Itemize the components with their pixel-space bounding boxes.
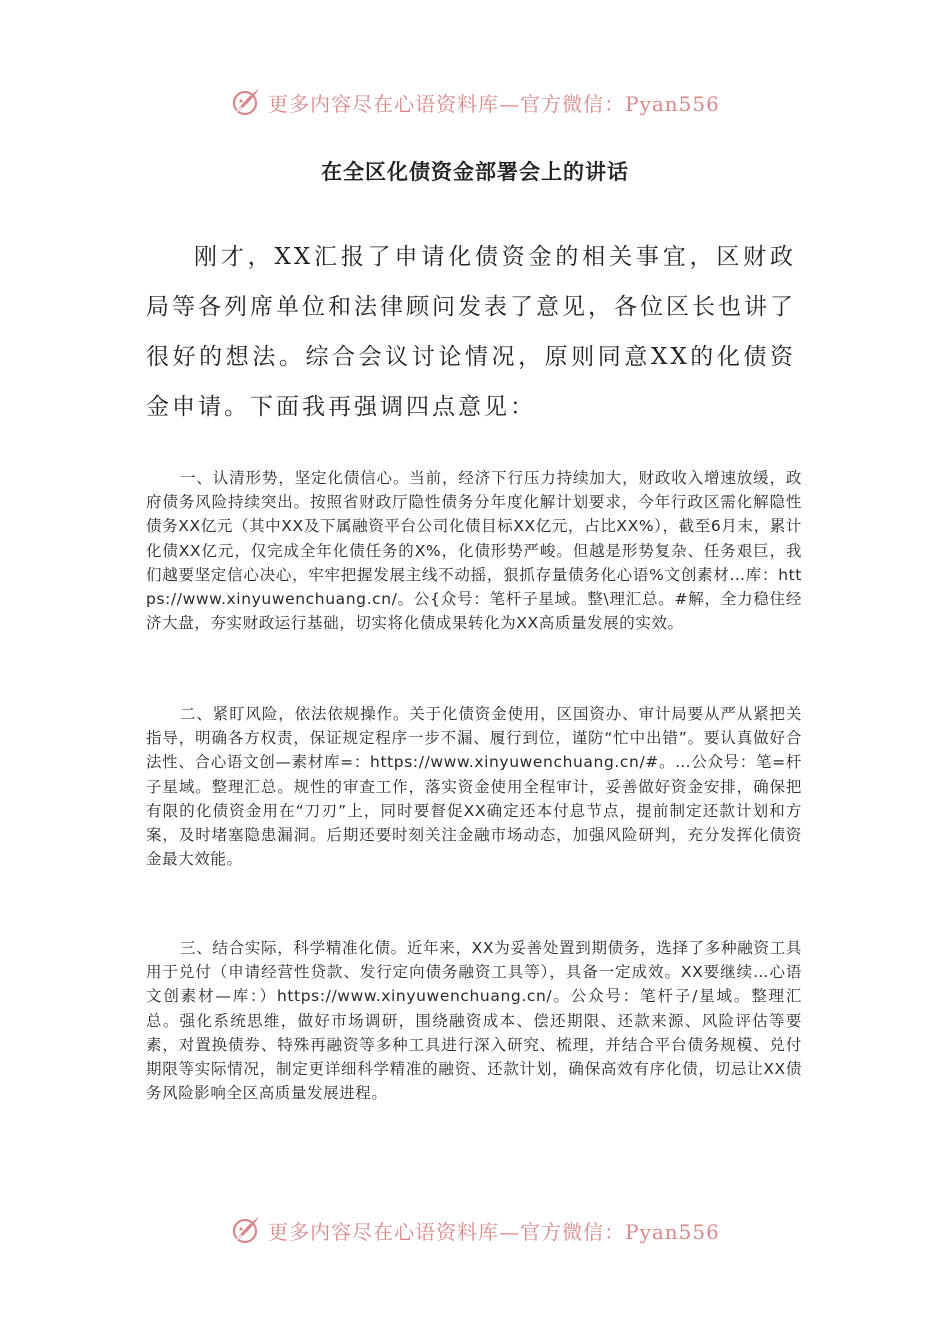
body-paragraph-1: 一、认清形势，坚定化债信心。当前，经济下行压力持续加大，财政收入增速放缓，政府债务风险持续突出。按照省财政厅隐性债务分年度化解计划要求，今年行政区需化解隐性债务XX亿元（其中XX及下属融资平台公司化债目标XX亿元，占比XX%），截至6月末，累计化债XX亿元，仅完成全年化债任务的X%，化债形势严峻。但越是形势复杂、任务艰巨，我们越要坚定信心决心，牢牢把握发展主线不动摇，狠抓存量债务化心语%文创素材…库：https://www.xinyuwenchuang.cn/。公{众号：笔杆子星域。整\理汇总。#解，全力稳住经济大盘，夯实财政运行基础，切实将化债成果转化为XX高质量发展的实效。 [146, 469, 802, 633]
footer-watermark [0, 1210, 950, 1250]
watermark-text: 更多内容尽在心语资料库—官方微信：Pyan556 [268, 91, 720, 116]
body-paragraph-2: 二、紧盯风险，依法依规操作。关于化债资金使用，区国资办、审计局要从严从紧把关指导，明确各方权责，保证规定程序一步不漏、履行到位，谨防“忙中出错”。要认真做好合法性、合心语文创—素材库=：https://www.xinyuwenchuang.cn/#。…公众号：笔=杆子星域。整理汇总。规性的审查工作，落实资金使用全程审计，妥善做好资金安排，确保把有限的化债资金用在“刀刃”上，同时要督促XX确定还本付息节点，提前制定还款计划和方案，及时堵塞隐患漏洞。后期还要时刻关注金融市场动态，加强风险研判，充分发挥化债资金最大效能。 [146, 705, 802, 869]
quill-pen-logo-icon [230, 86, 262, 118]
watermark-text: 更多内容尽在心语资料库—官方微信：Pyan556 [268, 1219, 720, 1244]
body-paragraph-3: 三、结合实际，科学精准化债。近年来，XX为妥善处置到期债务，选择了多种融资工具用于兑付（申请经营性贷款、发行定向债务融资工具等），具备一定成效。XX要继续…心语文创素材—库：）https://www.xinyuwenchuang.cn/。公众号：笔杆子/星域。整理汇总。强化系统思维，做好市场调研，围绕融资成本、偿还期限、还款来源、风险评估等要素，对置换债券、特殊再融资等多种工具进行深入研究、梳理，并结合平台债务规模、兑付期限等实际情况，制定更详细科学精准的融资、还款计划，确保高效有序化债，切忌让XX债务风险影响全区高质量发展进程。 [146, 939, 802, 1103]
intro-paragraph: 刚才，XX汇报了申请化债资金的相关事宜，区财政局等各列席单位和法律顾问发表了意见，各位区长也讲了很好的想法。综合会议讨论情况，原则同意XX的化债资金申请。下面我再强调四点意见： [146, 244, 796, 420]
quill-pen-logo-icon [230, 1214, 262, 1246]
page-title: 在全区化债资金部署会上的讲话 [321, 160, 629, 184]
header-watermark [0, 82, 950, 122]
